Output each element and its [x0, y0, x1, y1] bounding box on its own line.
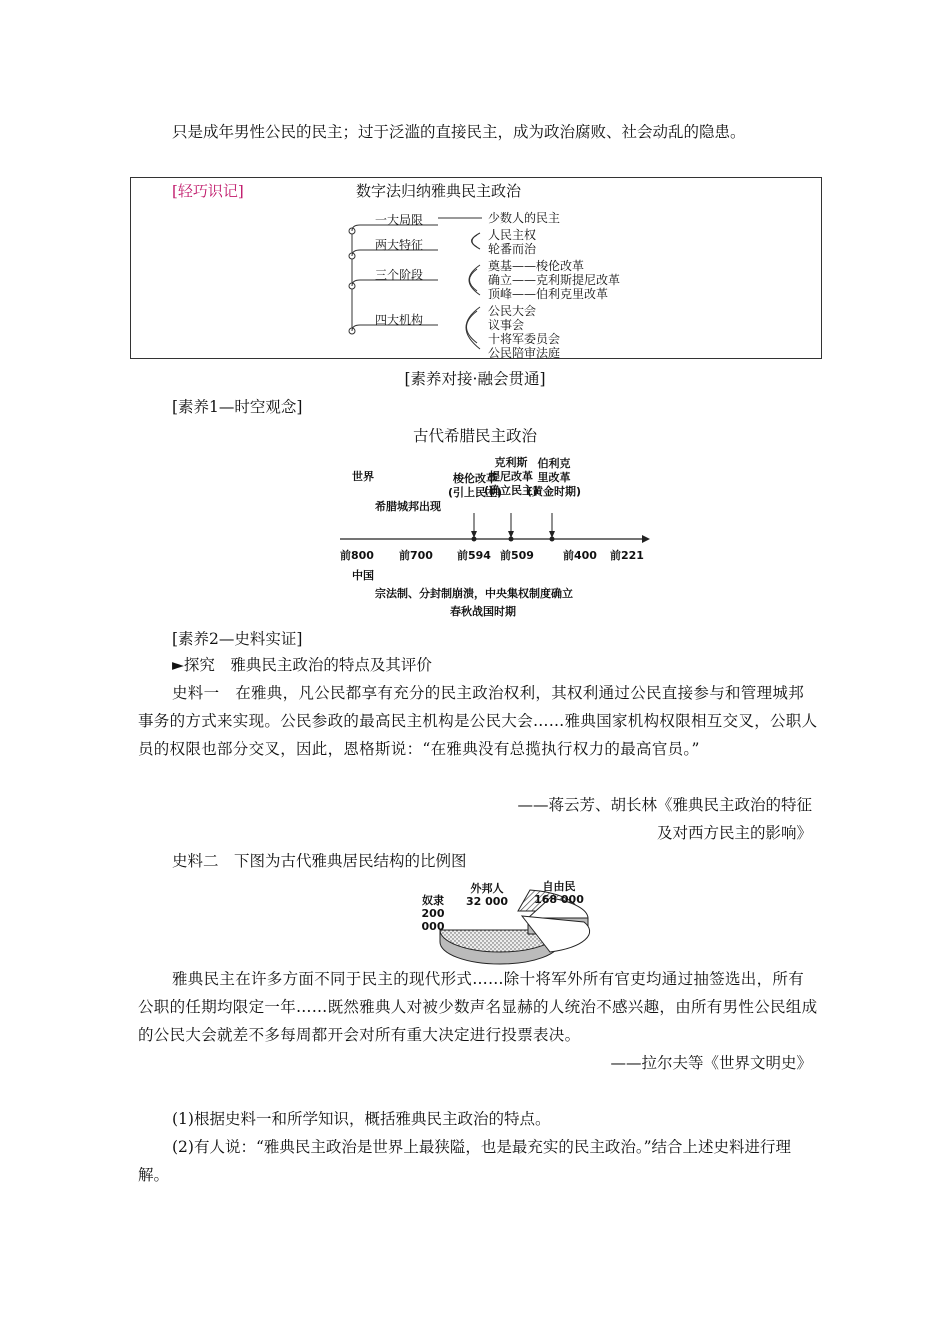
event-dot	[509, 537, 514, 542]
source-2-text: 雅典民主在许多方面不同于民主的现代形式……除十将军外所有官吏均通过抽签选出，所有公职的任期均限定一年……既然雅典人对被少数声名显赫的人统治不感兴趣，由所有男性公民组成的公民大会就差不多每周都开会对所有重大决定进行投票表决。	[138, 970, 818, 1044]
event-pericles	[523, 457, 585, 499]
pie-label-slaves	[410, 894, 456, 933]
tree-bracket	[469, 265, 480, 295]
source-1-text: 史料一 在雅典，凡公民都享有充分的民主政治权利，其权利通过公民直接参与和管理城邦事务的方式来实现。公民参政的最高民主机构是公民大会……雅典国家机构权限相互交叉，公职人员的权限也部分交叉，因此，恩格斯说：“在雅典没有总揽执行权力的最高官员。”	[138, 684, 818, 758]
tree-item: 奠基——梭伦改革	[488, 259, 585, 273]
explore-heading: ►探究 雅典民主政治的特点及其评价	[172, 656, 432, 674]
tree-label: 两大特征	[375, 238, 424, 252]
event-text: 里改革	[537, 471, 571, 484]
event-text: (引上民主)	[447, 486, 503, 499]
tick-label: 前400	[563, 549, 597, 562]
event-text: 提尼改革	[489, 470, 533, 483]
source-1-citation: 及对西方民主的影响》	[656, 824, 812, 842]
tree-item: 轮番而治	[488, 242, 537, 256]
tick-label: 前800	[340, 549, 374, 562]
question-2: (2)有人说：“雅典民主政治是世界上最狭隘，也是最充实的民主政治。”结合上述史料进行理解。	[138, 1138, 792, 1184]
literacy-1-label: [素养1—时空观念]	[172, 398, 303, 416]
tree-item: 公民陪审法庭	[488, 346, 561, 360]
timeline-title: 古代希腊民主政治	[412, 427, 537, 445]
section-header: [素养对接·融会贯通]	[404, 370, 546, 388]
question-1: (1)根据史料一和所学知识，概括雅典民主政治的特点。	[172, 1110, 551, 1128]
tree-item: 少数人的民主	[488, 211, 561, 225]
tree-bracket	[470, 269, 478, 291]
literacy-2-label: [素养2—史料实证]	[172, 630, 303, 648]
event-text: 伯利克	[537, 457, 571, 470]
event-text: (黄金时期)	[526, 485, 582, 498]
event-dot	[472, 537, 477, 542]
memo-tag: [轻巧识记]	[172, 182, 244, 200]
source-2-intro: 史料二 下图为古代雅典居民结构的比例图	[172, 852, 467, 870]
pie-value: 168 000	[534, 893, 584, 906]
tree-label: 一大局限	[375, 213, 424, 227]
tree-item: 十将军委员会	[488, 332, 561, 346]
source-2-citation: ——拉尔夫等《世界文明史》	[610, 1054, 812, 1072]
world-label: 世界	[352, 470, 374, 483]
pie-name: 自由民	[542, 880, 576, 893]
tick-label: 前509	[500, 549, 534, 562]
tick-label: 前700	[399, 549, 433, 562]
city-state-label: 希腊城邦出现	[375, 500, 441, 513]
tree-bracket	[466, 307, 480, 349]
tree-item: 人民主权	[488, 228, 537, 242]
pie-value: 32 000	[465, 895, 509, 908]
source-1-citation: ——蒋云芳、胡长林《雅典民主政治的特征	[517, 796, 812, 814]
event-text: (确立民主)	[483, 484, 539, 497]
tree-item: 公民大会	[488, 304, 537, 318]
tree-label: 三个阶段	[375, 268, 424, 282]
tree-item: 议事会	[488, 318, 525, 332]
memo-title: 数字法归纳雅典民主政治	[356, 182, 522, 200]
event-text: 克利斯	[494, 456, 528, 469]
pie-value: 200 000	[421, 907, 445, 933]
tree-item: 确立——克利斯提尼改革	[488, 273, 621, 287]
pie-label-foreigners	[462, 882, 512, 908]
tick-label: 前594	[457, 549, 491, 562]
event-dot	[550, 537, 555, 542]
china-label: 中国	[352, 569, 374, 582]
tree-item: 顶峰——伯利克里改革	[488, 287, 609, 301]
pie-name: 奴隶	[422, 894, 444, 907]
pie-name: 外邦人	[470, 882, 504, 895]
china-text: 宗法制、分封制崩溃，中央集权制度确立	[375, 587, 573, 600]
tree-label: 四大机构	[375, 313, 424, 327]
event-text: 梭伦改革	[453, 472, 497, 485]
intro-line: 只是成年男性公民的民主；过于泛滥的直接民主，成为政治腐败、社会动乱的隐患。	[172, 123, 746, 141]
timeline-arrowhead	[642, 535, 650, 543]
tick-label: 前221	[610, 549, 644, 562]
pie-label-freemen	[530, 880, 588, 906]
tree-bracket	[467, 311, 478, 343]
china-period: 春秋战国时期	[450, 605, 516, 618]
